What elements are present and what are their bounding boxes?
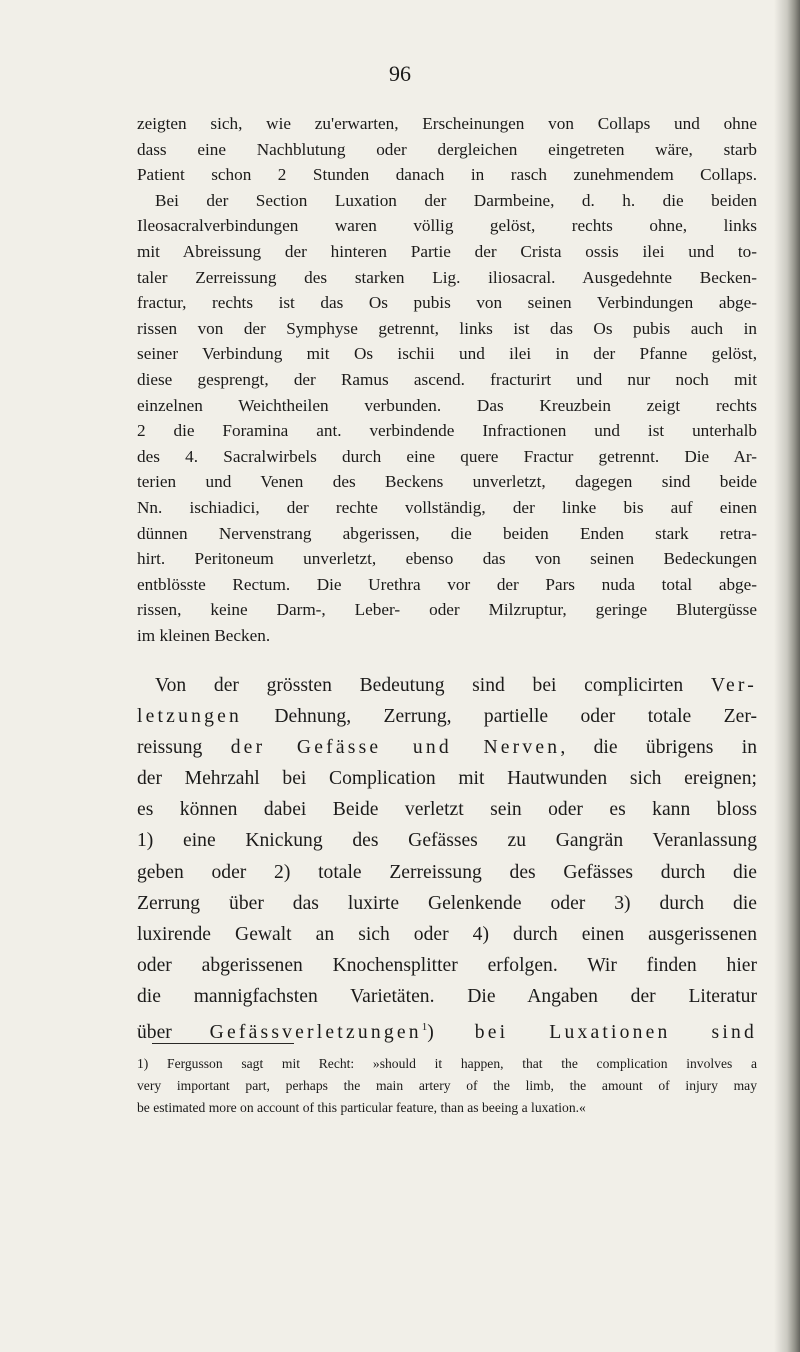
text-run: reissung [137, 737, 231, 759]
footnote-line: very important part, perhaps the main artery of the limb, the amount of injury may [137, 1078, 757, 1093]
text-line: einzelnen Weichtheilen verbunden. Das Kreuzbein zeigt rechts [137, 395, 757, 415]
text-run: Von der grössten Bedeutung sind bei complicirten [155, 675, 711, 696]
spaced-term: Gefässverletzungen [209, 1022, 422, 1044]
text-line: taler Zerreissung des starken Lig. iliosacral. Ausgedehnte Becken- [137, 267, 757, 287]
page-edge-shadow [774, 0, 800, 1352]
footnote-line: be estimated more on account of this particular feature, than as beeing a luxation.« [137, 1100, 586, 1115]
footnote [137, 1053, 757, 1119]
spaced-term: bei Luxationen sind [433, 1022, 758, 1044]
text-line: Ileosacralverbindungen waren völlig gelöst, rechts ohne, links [137, 216, 757, 236]
text-line [137, 732, 757, 763]
paragraph-vessel-injuries [137, 670, 757, 1043]
text-line: die mannigfachsten Varietäten. Die Angaben der Literatur [137, 985, 757, 1007]
text-line: dünnen Nervenstrang abgerissen, die beiden Enden stark retra- [137, 523, 757, 543]
text-run: , die übrigens in [560, 737, 757, 759]
footnote-marker: 1 [421, 1021, 428, 1034]
text-line: luxirende Gewalt an sich oder 4) durch einen ausgerissenen [137, 923, 757, 945]
text-line: geben oder 2) totale Zerreissung des Gefässes durch die [137, 861, 757, 883]
spaced-term: der Gefässe und Nerven [230, 737, 561, 759]
text-line: des 4. Sacralwirbels durch eine quere Fractur getrennt. Die Ar- [137, 446, 757, 466]
text-line: entblösste Rectum. Die Urethra vor der Pars nuda total abge- [137, 574, 757, 594]
text-line [137, 701, 757, 732]
text-line: es können dabei Beide verletzt sein oder es kann bloss [137, 799, 757, 821]
text-line: rissen, keine Darm-, Leber- oder Milzruptur, geringe Blutergüsse [137, 600, 757, 620]
text-line: seiner Verbindung mit Os ischii und ilei in der Pfanne gelöst, [137, 344, 757, 364]
text-line [137, 1012, 757, 1043]
page-number: 96 [389, 61, 411, 86]
text-line: mit Abreissung der hinteren Partie der Crista ossis ilei und to- [137, 241, 757, 261]
text-line: der Mehrzahl bei Complication mit Hautwunden sich ereignen; [137, 768, 757, 790]
text-run: über [137, 1022, 210, 1044]
text-line: Patient schon 2 Stunden danach in rasch zunehmendem Collaps. [137, 165, 757, 185]
text-line: im kleinen Becken. [137, 625, 271, 645]
text-line: fractur, rechts ist das Os pubis von seinen Verbindungen abge- [137, 293, 757, 313]
text-line: dass eine Nachblutung oder dergleichen eingetreten wäre, starb [137, 139, 757, 159]
text-line [137, 670, 757, 701]
footnote-line: 1) Fergusson sagt mit Recht: »should it happen, that the complication involves a [137, 1056, 757, 1071]
spaced-term: Ver- [710, 675, 757, 696]
text-line: oder abgerissenen Knochensplitter erfolgen. Wir finden hier [137, 954, 757, 976]
text-line: Bei der Section Luxation der Darmbeine, d. h. die beiden [155, 190, 757, 210]
text-run: Dehnung, Zerrung, partielle oder totale Zer- [241, 706, 757, 728]
paragraph-case-report [137, 111, 757, 648]
text-line: 2 die Foramina ant. verbindende Infractionen und ist unterhalb [137, 421, 757, 441]
footnote-divider [152, 1043, 294, 1044]
text-line: Zerrung über das luxirte Gelenkende oder 3) durch die [137, 892, 757, 914]
text-line: hirt. Peritoneum unverletzt, ebenso das von seinen Bedeckungen [137, 549, 757, 569]
text-line: diese gesprengt, der Ramus ascend. fracturirt und nur noch mit [137, 369, 757, 389]
spaced-term: letzungen [137, 706, 242, 728]
text-line: Nn. ischiadici, der rechte vollständig, der linke bis auf einen [137, 497, 757, 517]
text-line: 1) eine Knickung des Gefässes zu Gangrän Veranlassung [137, 830, 757, 852]
text-line: zeigten sich, wie zu'erwarten, Erscheinungen von Collaps und ohne [137, 114, 757, 133]
text-run: ) [427, 1022, 434, 1044]
text-line: terien und Venen des Beckens unverletzt, dagegen sind beide [137, 472, 757, 492]
text-line: rissen von der Symphyse getrennt, links ist das Os pubis auch in [137, 318, 757, 338]
